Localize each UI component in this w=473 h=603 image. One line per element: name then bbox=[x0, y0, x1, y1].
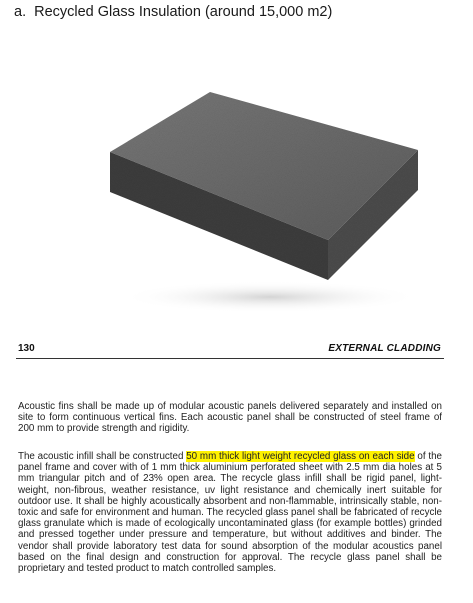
highlighted-spec: 50 mm thick light weight recycled glass on each side bbox=[186, 451, 415, 462]
paragraph-lead-text: The acoustic infill shall be constructed bbox=[18, 451, 187, 462]
paragraph-acoustic-fins: Acoustic fins shall be made up of modular acoustic panels delivered separately and installed on site to form continuous vertical fins. Each acoustic panel shall be constructed of steel frame of 200 mm to provide strength and rigidity. bbox=[18, 401, 442, 435]
page-number: 130 bbox=[18, 343, 35, 354]
recycled-glass-panel-photo bbox=[80, 82, 420, 312]
heading-text: Recycled Glass Insulation (around 15,000 m2) bbox=[34, 4, 333, 20]
panel-shadow bbox=[120, 281, 420, 312]
item-heading bbox=[14, 4, 332, 20]
paragraph-body-text: of the panel frame and cover with of 1 mm thick aluminium perforated sheet with 2.5 mm dia holes at 5 mm triangular pitch and of 23% open area. The recycle glass infill shall be rigid panel, light- weight, non-fibrous, weather resistance, uv light resistance and chemically inert suitable for outdoor use. It shall be highly acoustically absorbent and non-flammable, intrinsically stable, non-toxic and safe for environment and human. The recycled glass panel shall be fabricated of recycle glass granulate which is made of ecologically uncontaminated glass (for example bottles) grinded and pressed together under pressure and temperature, but without additives and binder. The vendor shall provide laboratory test data for sound absorption of the modular acoustics panel based on the final design and construction for approval. The recycle glass panel shall be proprietary and tested product to match controlled samples. bbox=[18, 451, 442, 575]
list-marker: a. bbox=[14, 4, 27, 20]
paragraph-acoustic-infill bbox=[18, 451, 442, 574]
section-title: EXTERNAL CLADDING bbox=[328, 343, 441, 354]
header-divider bbox=[16, 358, 444, 359]
